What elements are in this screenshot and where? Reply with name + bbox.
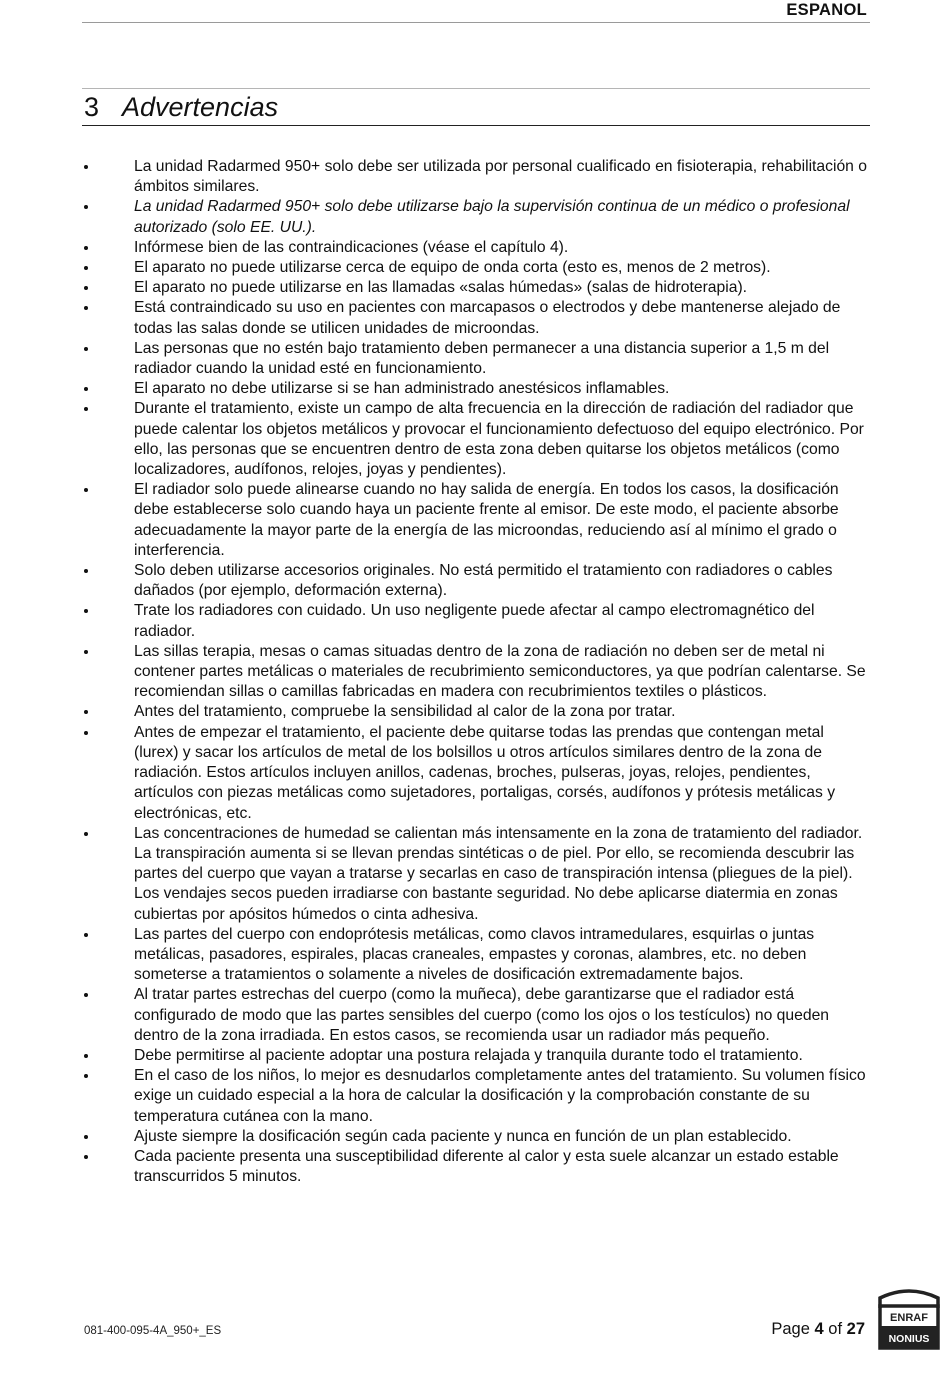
bullet-icon bbox=[84, 933, 88, 937]
warning-item bbox=[0, 561, 869, 601]
bullet-icon bbox=[84, 1054, 88, 1058]
page-total: 27 bbox=[846, 1320, 865, 1338]
warning-item bbox=[0, 824, 869, 925]
header-rule bbox=[82, 22, 870, 23]
bullet-icon bbox=[84, 165, 88, 169]
warning-item bbox=[0, 985, 869, 1046]
warning-text: Las concentraciones de humedad se calientan más intensamente en la zona de tratamiento del radiador. La transpiración aumenta si se llevan prendas sintéticas o de piel. Por ello, se recomienda descubrir las partes del cuerpo que vayan a tratarse y secarlas en caso de transpiración intensa (pliegues de la piel). Los vendajes secos pueden irradiarse con bastante seguridad. No debe aplicarse diatermia en zonas cubiertas por apósitos húmedos o cinta adhesiva. bbox=[134, 824, 863, 923]
logo-top-text: ENRAF bbox=[890, 1312, 928, 1324]
warning-text: En el caso de los niños, lo mejor es desnudarlos completamente antes del tratamiento. Su volumen físico exige un cuidado especial a la hora de calcular la dosificación y la comprobación constante de su temperatura cutánea con la mano. bbox=[134, 1067, 866, 1125]
warning-item bbox=[0, 157, 869, 197]
warning-text: El aparato no debe utilizarse si se han administrado anestésicos inflamables. bbox=[134, 380, 670, 398]
warnings-list bbox=[0, 157, 950, 1187]
warning-text: El aparato no puede utilizarse cerca de equipo de onda corta (esto es, menos de 2 metros). bbox=[134, 259, 771, 277]
warning-item bbox=[0, 642, 869, 703]
page-of: of bbox=[828, 1320, 843, 1338]
warning-text: La unidad Radarmed 950+ solo debe ser utilizada por personal cualificado en fisioterapia, rehabilitación o ámbitos similares. bbox=[134, 158, 867, 196]
header-language: ESPANOL bbox=[786, 1, 867, 19]
page-number bbox=[771, 1320, 865, 1339]
warning-text: Antes de empezar el tratamiento, el paciente debe quitarse todas las prendas que contengan metal (lurex) y sacar los artículos de metal de los bolsillos u otros artículos similares dentro de la zona de radiación. Estos artículos incluyen anillos, cadenas, broches, pulseras, joyas, relojes, pendientes, artículos con piezas metálicas como sujetadores, portaligas, corsés, audífonos y prótesis metálicas y electrónicas, etc. bbox=[134, 723, 836, 822]
bullet-icon bbox=[84, 407, 88, 411]
logo-bottom-text: NONIUS bbox=[888, 1333, 930, 1345]
section-rule-bottom bbox=[82, 125, 870, 126]
warning-text: Infórmese bien de las contraindicaciones (véase el capítulo 4). bbox=[134, 238, 569, 256]
bullet-icon bbox=[84, 266, 88, 270]
warning-item bbox=[0, 1127, 869, 1147]
bullet-icon bbox=[84, 710, 88, 714]
bullet-icon bbox=[84, 1155, 88, 1159]
warning-text: Las partes del cuerpo con endoprótesis metálicas, como clavos intramedulares, esquirlas o juntas metálicas, pasadores, espirales, placas craneales, empastes y coronas, alambres, etc. no deben someterse a tratamientos o solamente a niveles de dosificación extremadamente bajos. bbox=[134, 925, 815, 984]
warning-item bbox=[0, 339, 869, 379]
bullet-icon bbox=[84, 347, 88, 351]
warning-item bbox=[0, 258, 869, 278]
warning-item bbox=[0, 197, 869, 237]
warning-item bbox=[0, 723, 869, 824]
warning-item bbox=[0, 379, 869, 399]
bullet-icon bbox=[84, 286, 88, 290]
warning-text: Las sillas terapia, mesas o camas situadas dentro de la zona de radiación no deben ser de metal ni contener partes metálicas o materiales de recubrimiento semiconductores, ya que podrían calentarse. Se recomiendan sillas o camillas fabricadas en madera con recubrimientos textiles o plásticos. bbox=[134, 642, 866, 701]
bullet-icon bbox=[84, 246, 88, 250]
bullet-icon bbox=[84, 609, 88, 613]
warning-item bbox=[0, 1066, 869, 1127]
bullet-icon bbox=[84, 488, 88, 492]
page-label: Page bbox=[771, 1320, 810, 1338]
warning-item bbox=[0, 601, 869, 641]
section-title: Advertencias bbox=[122, 92, 279, 122]
warning-text: La unidad Radarmed 950+ solo debe utilizarse bajo la supervisión continua de un médico o profesional autorizado (solo EE. UU.). bbox=[134, 198, 850, 236]
bullet-icon bbox=[84, 387, 88, 391]
enraf-nonius-logo bbox=[877, 1286, 941, 1350]
bullet-icon bbox=[84, 993, 88, 997]
warning-text: Ajuste siempre la dosificación según cada paciente y nunca en función de un plan establecido. bbox=[134, 1127, 792, 1145]
warning-item bbox=[0, 238, 869, 258]
bullet-icon bbox=[84, 569, 88, 573]
warning-text: Las personas que no estén bajo tratamiento deben permanecer a una distancia superior a 1,5 m del radiador cuando la unidad esté en funcionamiento. bbox=[134, 339, 830, 378]
bullet-icon bbox=[84, 650, 88, 654]
section-rule-top bbox=[82, 88, 870, 89]
warning-text: El aparato no puede utilizarse en las llamadas «salas húmedas» (salas de hidroterapia). bbox=[134, 279, 748, 297]
bullet-icon bbox=[84, 1074, 88, 1078]
warning-item bbox=[0, 298, 869, 338]
warning-text: Cada paciente presenta una susceptibilidad diferente al calor y esta suele alcanzar un estado estable transcurridos 5 minutos. bbox=[134, 1147, 839, 1186]
bullet-icon bbox=[84, 832, 88, 836]
warning-item bbox=[0, 1046, 869, 1066]
warning-item bbox=[0, 925, 869, 986]
bullet-icon bbox=[84, 731, 88, 735]
warning-item bbox=[0, 278, 869, 298]
warning-text: Trate los radiadores con cuidado. Un uso negligente puede afectar al campo electromagnético del radiador. bbox=[134, 602, 815, 640]
warning-item bbox=[0, 702, 869, 722]
warning-item bbox=[0, 1147, 869, 1187]
document-code: 081-400-095-4A_950+_ES bbox=[84, 1325, 222, 1337]
warning-text: Está contraindicado su uso en pacientes con marcapasos o electrodos y debe mantenerse alejado de todas las salas donde se utilicen unidades de microondas. bbox=[134, 299, 841, 337]
warning-item bbox=[0, 399, 869, 480]
warning-text: Antes del tratamiento, compruebe la sensibilidad al calor de la zona por tratar. bbox=[134, 703, 676, 721]
warning-text: Solo deben utilizarse accesorios originales. No está permitido el tratamiento con radiadores o cables dañados (por ejemplo, deformación externa). bbox=[134, 562, 833, 600]
warning-text: El radiador solo puede alinearse cuando no hay salida de energía. En todos los casos, la dosificación debe establecerse solo cuando haya un paciente frente al emisor. De este modo, el paciente absorbe adecuadamente la mayor parte de la energía de las microondas, reduciendo así al mínimo el grado o interferencia. bbox=[134, 481, 839, 559]
warning-text: Al tratar partes estrechas del cuerpo (como la muñeca), debe garantizarse que el radiador está configurado de modo que las partes sensibles del cuerpo (como los ojos o los testículos) no queden dentro de la zona irradiada. En estos casos, se recomienda usar un radiador más pequeño. bbox=[134, 986, 830, 1044]
bullet-icon bbox=[84, 1135, 88, 1139]
bullet-icon bbox=[84, 306, 88, 310]
warning-text: Debe permitirse al paciente adoptar una postura relajada y tranquila durante todo el tratamiento. bbox=[134, 1046, 803, 1064]
warning-text: Durante el tratamiento, existe un campo de alta frecuencia en la dirección de radiación del radiador que puede calentar los objetos metálicos y provocar el funcionamiento defectuoso del equipo electrónico. Por ello, las personas que se encuentren dentro de esta zona deben quitarse los objetos metálicos (como localizadores, audífonos, relojes, joyas y pendientes). bbox=[134, 400, 864, 479]
bullet-icon bbox=[84, 205, 88, 209]
page-current: 4 bbox=[814, 1320, 824, 1338]
section-number: 3 bbox=[84, 92, 100, 122]
warning-item bbox=[0, 480, 869, 561]
section-heading bbox=[84, 90, 278, 124]
